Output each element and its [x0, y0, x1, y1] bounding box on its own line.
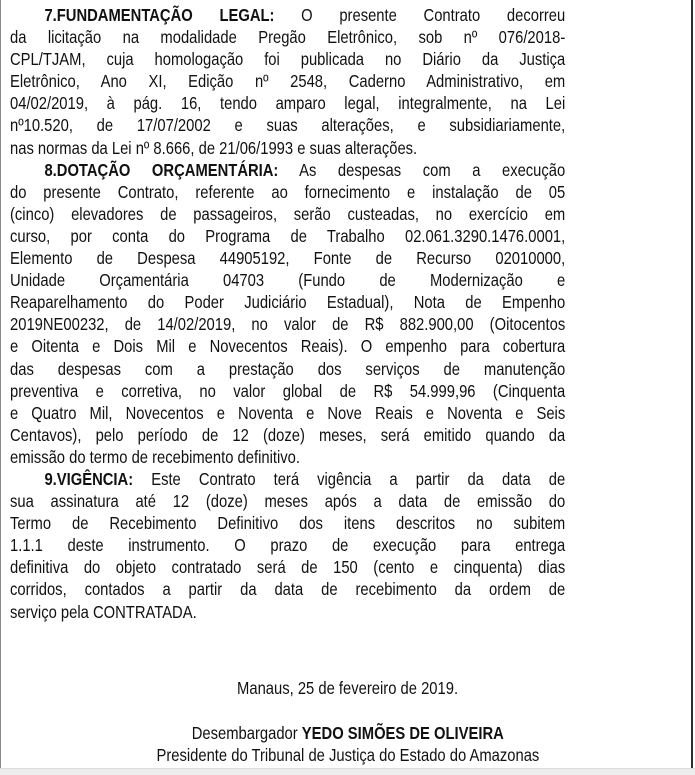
text-line: Termo de Recebimento Definitivo dos itens descritos no subitem	[10, 513, 566, 534]
text-line: corridos, contados a partir da data de recebimento da ordem de	[10, 579, 566, 600]
text-line: 1.1.1 deste instrumento. O prazo de execução para entrega	[10, 535, 566, 556]
text-line: Eletrônico, Ano XI, Edição nº 2548, Caderno Administrativo, em	[10, 71, 566, 92]
text-line: das despesas com a prestação dos serviços de manutenção	[10, 358, 566, 379]
text-line: 2019NE00232, de 14/02/2019, no valor de R$ 882.900,00 (Oitocentos	[10, 314, 566, 335]
text-line: nº10.520, de 17/07/2002 e suas alterações, e subsidiariamente,	[10, 115, 566, 136]
section-vigencia	[10, 468, 565, 623]
text-line: (cinco) elevadores de passageiros, serão custeadas, no exercício em	[10, 203, 566, 224]
text-line: Centavos), pelo período de 12 (doze) meses, será emitido quando da	[10, 424, 566, 445]
place-date-block	[1, 677, 694, 699]
section-heading: 7.FUNDAMENTAÇÃO LEGAL:	[44, 5, 275, 25]
text-line: 04/02/2019, à pág. 16, tendo amparo legal, integralmente, na Lei	[10, 93, 566, 114]
text-line: Reaparelhamento do Poder Judiciário Estadual), Nota de Empenho	[10, 292, 566, 313]
text-line: emissão do termo de recebimento definitivo.	[10, 446, 300, 467]
signature-name-line	[191, 722, 503, 744]
place-date: Manaus, 25 de fevereiro de 2019.	[236, 678, 458, 698]
section-heading: 8.DOTAÇÃO ORÇAMENTÁRIA:	[44, 159, 279, 180]
text-line: da licitação na modalidade Pregão Eletrônico, sob nº 076/2018-	[10, 27, 566, 48]
text-line: Unidade Orçamentária 04703 (Fundo de Modernização e	[10, 270, 566, 291]
section-first-line: 7.FUNDAMENTAÇÃO LEGAL: O presente Contrato decorreu	[44, 5, 566, 25]
section-first-line: 8.DOTAÇÃO ORÇAMENTÁRIA: As despesas com a execução	[44, 159, 566, 180]
text-line: sua assinatura até 12 (doze) meses após a data de emissão do	[10, 491, 566, 512]
section-fundamentacao-legal	[10, 4, 565, 159]
signature-block	[1, 722, 694, 766]
section-dotacao-orcamentaria	[10, 159, 565, 468]
section-first-line: 9.VIGÊNCIA: Este Contrato terá vigência a partir da data de	[44, 468, 566, 489]
text-line: serviço pela CONTRATADA.	[10, 601, 197, 622]
signature-title: Desembargador	[191, 723, 302, 743]
text-line: preventiva e corretiva, no valor global de R$ 54.999,96 (Cinquenta	[10, 380, 566, 401]
signature-position: Presidente do Tribunal de Justiça do Estado do Amazonas	[156, 745, 539, 765]
document-body	[10, 4, 565, 623]
text-line: e Quatro Mil, Novecentos e Noventa e Nove Reais e Noventa e Seis	[10, 402, 566, 423]
text-line: nas normas da Lei nº 8.666, de 21/06/1993 e suas alterações.	[10, 137, 418, 158]
text-line: definitiva do objeto contratado será de 150 (cento e cinquenta) dias	[10, 557, 566, 578]
section-heading: 9.VIGÊNCIA:	[44, 468, 134, 489]
text-line: CPL/TJAM, cuja homologação foi publicada no Diário da Justiça	[10, 49, 566, 70]
text-line: do presente Contrato, referente ao fornecimento e instalação de 05	[10, 181, 566, 202]
text-line: curso, por conta do Programa de Trabalho 02.061.3290.1476.0001,	[10, 225, 566, 246]
signature-name: YEDO SIMÕES DE OLIVEIRA	[301, 723, 504, 743]
text-line: e Oitenta e Dois Mil e Novecentos Reais). O empenho para cobertura	[10, 336, 566, 357]
text-line: Elemento de Despesa 44905192, Fonte de Recurso 02010000,	[10, 248, 566, 269]
